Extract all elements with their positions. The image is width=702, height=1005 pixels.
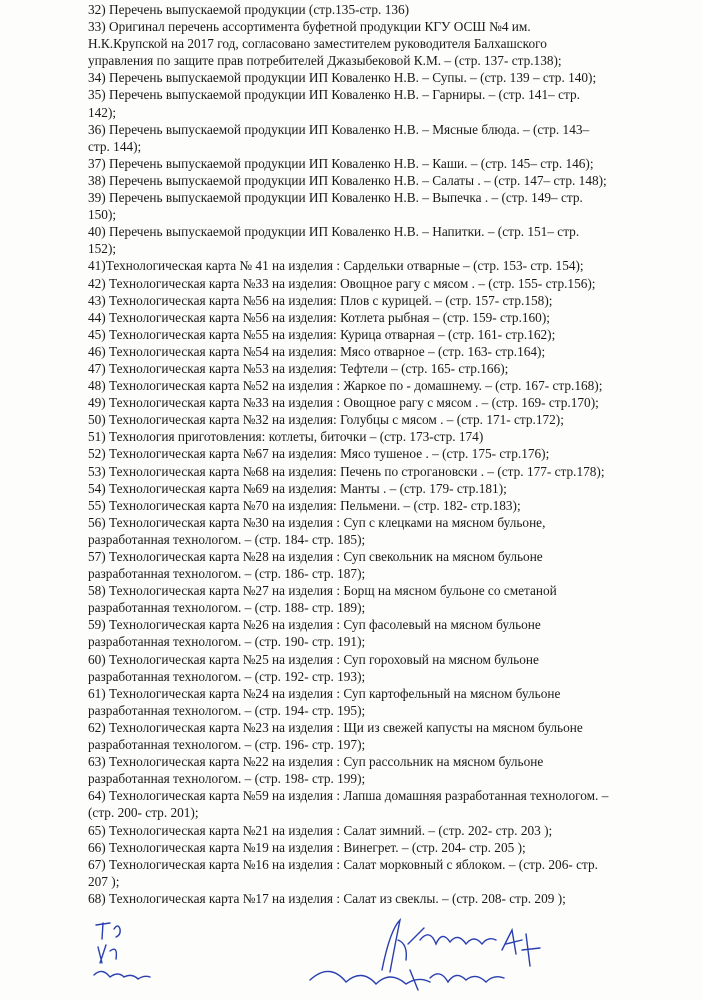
document-line: 67) Технологическая карта №16 на изделия : Салат морковный с яблоком. – (стр. 206- стр. [88,856,598,872]
document-line: 37) Перечень выпускаемой продукции ИП Коваленко Н.В. – Каши. – (стр. 145– стр. 146); [88,155,594,171]
document-line: 66) Технологическая карта №19 на изделия : Винегрет. – (стр. 204- стр. 205 ); [88,839,526,855]
document-line: стр. 144); [88,138,142,154]
document-line: 34) Перечень выпускаемой продукции ИП Коваленко Н.В. – Супы. – (стр. 139 – стр. 140); [88,70,597,86]
document-line: 59) Технологическая карта №26 на изделия : Суп фасолевый на мясном бульоне [88,617,541,633]
document-line: 51) Технология приготовления: котлеты, биточки – (стр. 173-стр. 174) [88,429,484,445]
document-line: разработанная технологом. – (стр. 198- стр. 199); [88,771,366,787]
document-line: 46) Технологическая карта №54 на изделия: Мясо отварное – (стр. 163- стр.164); [88,343,546,359]
document-line: 68) Технологическая карта №17 на изделия : Салат из свеклы. – (стр. 208- стр. 209 ); [88,890,566,906]
document-line: 33) Оригинал перечень ассортимента буфетной продукции КГУ ОСШ №4 им. [88,19,531,35]
document-line: 53) Технологическая карта №68 на изделия: Печень по строгановски . – (стр. 177- стр.178); [88,463,605,479]
document-line: 49) Технологическая карта №33 на изделия : Овощное рагу с мясом . – (стр. 169- стр.170); [88,395,599,411]
document-line: 150); [88,207,117,223]
document-line: 42) Технологическая карта №33 на изделия: Овощное рагу с мясом . – (стр. 155- стр.156); [88,275,596,291]
document-line: 38) Перечень выпускаемой продукции ИП Коваленко Н.В. – Салаты . – (стр. 147– стр. 148); [88,172,607,188]
document-line: 58) Технологическая карта №27 на изделия : Борщ на мясном бульоне со сметаной [88,583,557,599]
document-line: 40) Перечень выпускаемой продукции ИП Коваленко Н.В. – Напитки. – (стр. 151– стр. [88,224,580,240]
document-line: управления по защите прав потребителей Джазыбековой К.М. – (стр. 137- стр.138); [88,53,562,69]
document-line: 45) Технологическая карта №55 на изделия: Курица отварная – (стр. 161- стр.162); [88,326,556,342]
document-line: разработанная технологом. – (стр. 184- стр. 185); [88,531,366,547]
document-line: 44) Технологическая карта №56 на изделия: Котлета рыбная – (стр. 159- стр.160); [88,309,550,325]
document-line: 41)Технологическая карта № 41 на изделия : Сардельки отварные – (стр. 153- стр. 154); [88,258,584,274]
document-line: 57) Технологическая карта №28 на изделия : Суп свекольник на мясном бульоне [88,549,543,564]
document-line: (стр. 200- стр. 201); [88,805,199,821]
document-line: 65) Технологическая карта №21 на изделия : Салат зимний. – (стр. 202- стр. 203 ); [88,822,553,838]
handwritten-signatures [290,910,550,1000]
document-line: 36) Перечень выпускаемой продукции ИП Коваленко Н.В. – Мясные блюда. – (стр. 143– [88,121,590,137]
document-line: 48) Технологическая карта №52 на изделия : Жаркое по - домашнему. – (стр. 167- стр.168); [88,378,603,394]
document-line: 142); [88,104,117,120]
document-line: 35) Перечень выпускаемой продукции ИП Коваленко Н.В. – Гарниры. – (стр. 141– стр. [88,87,580,103]
document-line: разработанная технологом. – (стр. 186- стр. 187); [88,566,366,582]
document-line: 50) Технологическая карта №32 на изделия: Голубцы с мясом . – (стр. 171- стр.172); [88,412,564,428]
document-line: 47) Технологическая карта №53 на изделия: Тефтели – (стр. 165- стр.166); [88,360,509,376]
document-line: разработанная технологом. – (стр. 194- стр. 195); [88,702,366,718]
document-line: 207 ); [88,873,120,889]
document-line: 152); [88,241,117,257]
handwritten-initials [88,915,158,990]
document-line: 54) Технологическая карта №69 на изделия: Манты . – (стр. 179- стр.181); [88,480,507,496]
document-line: разработанная технологом. – (стр. 188- стр. 189); [88,600,366,616]
document-line: 62) Технологическая карта №23 на изделия : Щи из свежей капусты на мясном бульоне [88,719,583,735]
document-line: разработанная технологом. – (стр. 190- стр. 191); [88,634,366,650]
document-line: 39) Перечень выпускаемой продукции ИП Коваленко Н.В. – Выпечка . – (стр. 149– стр. [88,190,583,206]
document-line: 32) Перечень выпускаемой продукции (стр.135-стр. 136) [88,2,410,17]
document-line: разработанная технологом. – (стр. 192- стр. 193); [88,668,366,684]
document-line: 43) Технологическая карта №56 на изделия: Плов с курицей. – (стр. 157- стр.158); [88,292,553,308]
document-line: 61) Технологическая карта №24 на изделия : Суп картофельный на мясном бульоне [88,685,561,701]
document-line: 52) Технологическая карта №67 на изделия: Мясо тушеное . – (стр. 175- стр.176); [88,446,550,462]
document-line: Н.К.Крупской на 2017 год, согласовано заместителем руководителя Балхашского [88,36,547,52]
document-text [88,1,678,907]
document-line: 64) Технологическая карта №59 на изделия : Лапша домашняя разработанная технологом. – [88,788,609,804]
document-line: 60) Технологическая карта №25 на изделия : Суп гороховый на мясном бульоне [88,651,539,667]
document-line: разработанная технологом. – (стр. 196- стр. 197); [88,737,366,753]
document-line: 55) Технологическая карта №70 на изделия: Пельмени. – (стр. 182- стр.183); [88,497,521,513]
document-line: 63) Технологическая карта №22 на изделия : Суп рассольник на мясном бульоне [88,754,544,770]
document-line: 56) Технологическая карта №30 на изделия : Суп с клецками на мясном бульоне, [88,514,546,530]
